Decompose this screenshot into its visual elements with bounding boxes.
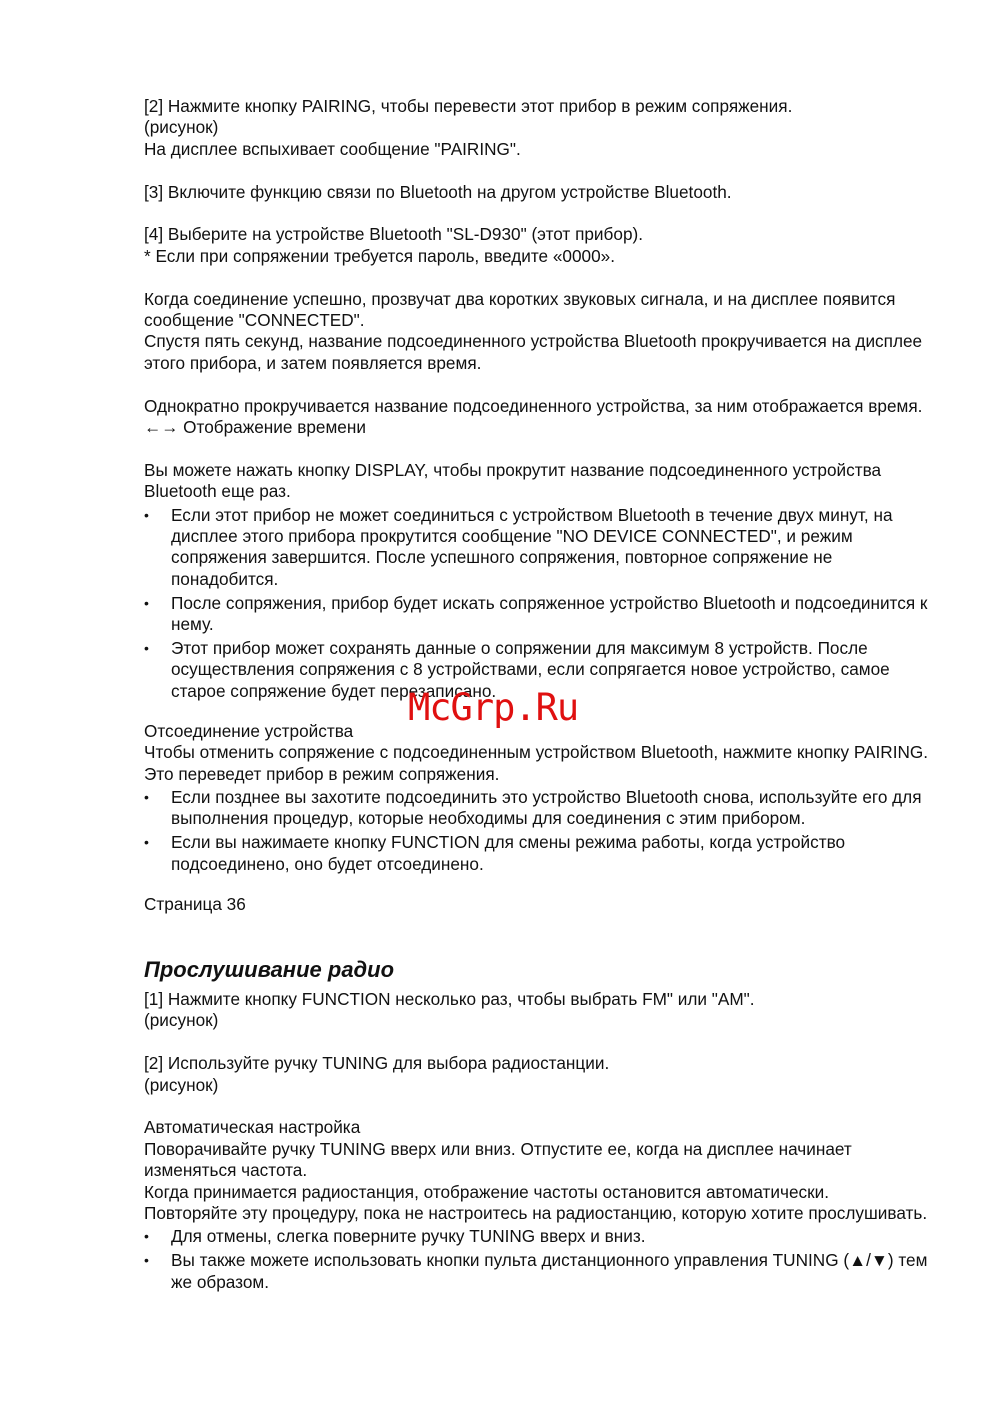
page-number: Страница 36 [144,893,246,914]
radio-step1-text: [1] Нажмите кнопку FUNCTION несколько раз, чтобы выбрать FM" или "AM". [144,989,755,1010]
bullet-icon: • [144,1252,149,1269]
list-item: • Если позднее вы захотите подсоединить это устройство Bluetooth снова, используйте его для выполнения процедур, которые необходимы для соединения с этим прибором. [144,787,922,829]
auto-tuning-paragraph: Поворачивайте ручку TUNING вверх или вниз. Отпустите ее, когда на дисплее начинает изменяться частота. [144,1138,852,1181]
bullet-icon: • [144,506,149,523]
list-item: • Для отмены, слегка поверните ручку TUNING вверх и вниз. [144,1226,646,1247]
list-item: • Этот прибор может сохранять данные о сопряжении для максимум 8 устройств. После осуществления сопряжения с 8 устройствами, если сопрягается новое устройство, самое старое сопряжение будет перезаписано. [144,638,890,701]
disconnect-paragraph: Чтобы отменить сопряжение с подсоединенным устройством Bluetooth, нажмите кнопку PAIRING. Это переведет прибор в режим сопряжения. [144,742,929,784]
tuning-notes-list [144,1226,934,1293]
passcode-note: * Если при сопряжении требуется пароль, введите «0000». [144,245,615,266]
figure-placeholder: (рисунок) [144,1010,219,1031]
disconnect-heading: Отсоединение устройства [144,720,354,741]
repeat-paragraph: Повторяйте эту процедуру, пока не настроитесь на радиостанцию, которую хотите прослушивать. [144,1203,928,1224]
scroll-name-paragraph: Спустя пять секунд, название подсоединенного устройства Bluetooth прокручивается на дисплее этого прибора, и затем появляется время. [144,331,923,373]
watermark-logo: McGrp.Ru [408,686,579,729]
list-item: • Вы также можете использовать кнопки пульта дистанционного управления TUNING (▲/▼) тем же образом. [144,1250,928,1292]
bullet-icon: • [144,1228,149,1245]
section-title: Прослушивание радио [144,957,395,983]
pairing-notes-list [144,505,934,703]
step4-text: [4] Выберите на устройстве Bluetooth "SL-D930" (этот прибор). [144,224,643,245]
figure-placeholder: (рисунок) [144,1074,219,1095]
display-button-paragraph: Вы можете нажать кнопку DISPLAY, чтобы прокрутит название подсоединенного устройства Bluetooth еще раз. [144,459,882,502]
bullet-icon: • [144,640,149,657]
bullet-icon: • [144,594,149,611]
auto-stop-paragraph: Когда принимается радиостанция, отображение частоты остановится автоматически. [144,1181,830,1202]
pairing-message-text: На дисплее вспыхивает сообщение "PAIRING". [144,138,521,159]
scroll-once-paragraph: Однократно прокручивается название подсоединенного устройства, за ним отображается время. ←→ Отображение времени [144,395,923,438]
connected-paragraph: Когда соединение успешно, прозвучат два коротких звуковых сигнала, и на дисплее появится сообщение "CONNECTED". [144,288,896,331]
radio-step2-text: [2] Используйте ручку TUNING для выбора радиостанции. [144,1053,610,1074]
step3-text: [3] Включите функцию связи по Bluetooth на другом устройстве Bluetooth. [144,181,732,202]
bullet-icon: • [144,789,149,806]
list-item: • Если этот прибор не может соединиться с устройством Bluetooth в течение двух минут, на дисплее этого прибора прокрутится сообщение "NO DEVICE CONNECTED", и режим сопряжения завершится. После успешного сопряжения, повторное сопряжение не понадобится. [144,504,893,589]
auto-tuning-heading: Автоматическая настройка [144,1117,361,1138]
step2-text: [2] Нажмите кнопку PAIRING, чтобы перевести этот прибор в режим сопряжения. [144,96,793,116]
list-item: • После сопряжения, прибор будет искать сопряженное устройство Bluetooth и подсоединится к нему. [144,592,928,635]
disconnect-notes-list [144,787,934,875]
figure-placeholder: (рисунок) [144,117,219,138]
list-item: • Если вы нажимаете кнопку FUNCTION для смены режима работы, когда устройство подсоединено, оно будет отсоединено. [144,832,846,874]
bullet-icon: • [144,834,149,851]
